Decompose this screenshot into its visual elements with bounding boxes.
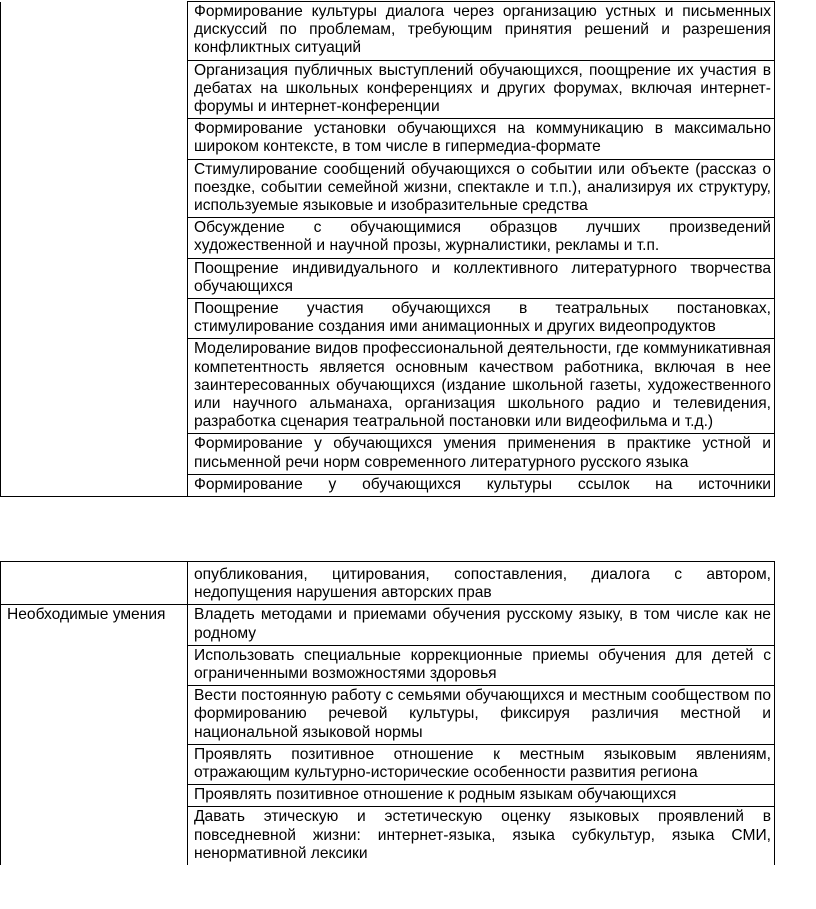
table-row-continuation: опубликования, цитирования, сопоставления, диалога с автором, недопущения нарушения авторских прав [188,562,775,605]
section-label-cell: Необходимые умения [1,605,188,865]
table-row: Организация публичных выступлений обучающихся, поощрение их участия в дебатах на школьных конференциях и других форумах, включая интернет-форумы и интернет-конференции [188,60,775,119]
empty-label-cell [1,2,188,497]
table-row: Владеть методами и приемами обучения русскому языку, в том числе как не родному [188,605,775,645]
table-row: Формирование у обучающихся умения применения в практике устной и письменной речи норм современного литературного русского языка [188,434,775,474]
empty-label-cell [1,562,188,605]
table-row: Формирование культуры диалога через организацию устных и письменных дискуссий по проблемам, требующим принятия решений и разрешения конфликтных ситуаций [188,2,775,61]
table-row: Использовать специальные коррекционные приемы обучения для детей с ограниченными возможностями здоровья [188,645,775,685]
table-row: Обсуждение с обучающимися образцов лучших произведений художественной и научной прозы, журналистики, рекламы и т.п. [188,218,775,258]
table-row: Давать этическую и эстетическую оценку языковых проявлений в повседневной жизни: интернет-языка, языка субкультур, языка СМИ, ненормативной лексики [188,807,775,865]
table-row: Формирование установки обучающихся на коммуникацию в максимально широком контексте, в том числе в гипермедиа-формате [188,119,775,159]
table-row: Проявлять позитивное отношение к родным языкам обучающихся [188,785,775,807]
table-row: Моделирование видов профессиональной деятельности, где коммуникативная компетентность является основным качеством работника, включая в нее заинтересованных обучающихся (издание школьной газеты, художественного или научного альманаха, организация школьного радио и телевидения, разработка сценария театральной постановки или видеофильма и т.д.) [188,339,775,434]
table-row: Вести постоянную работу с семьями обучающихся и местным сообществом по формированию речевой культуры, фиксируя различия местной и национальной языковой нормы [188,686,775,745]
table-row: Стимулирование сообщений обучающихся о событии или объекте (рассказ о поездке, событии семейной жизни, спектакле и т.п.), анализируя их структуру, используемые языковые и изобразительные средства [188,159,775,218]
table-row: Поощрение индивидуального и коллективного литературного творчества обучающихся [188,258,775,298]
table-row: Формирование у обучающихся культуры ссылок на источники [188,474,775,496]
competency-table-part-1 [0,1,775,497]
table-row: Поощрение участия обучающихся в театральных постановках, стимулирование создания ими анимационных и других видеопродуктов [188,299,775,339]
competency-table-part-2 [0,561,775,865]
table-row: Проявлять позитивное отношение к местным языковым явлениям, отражающим культурно-исторические особенности развития региона [188,744,775,784]
